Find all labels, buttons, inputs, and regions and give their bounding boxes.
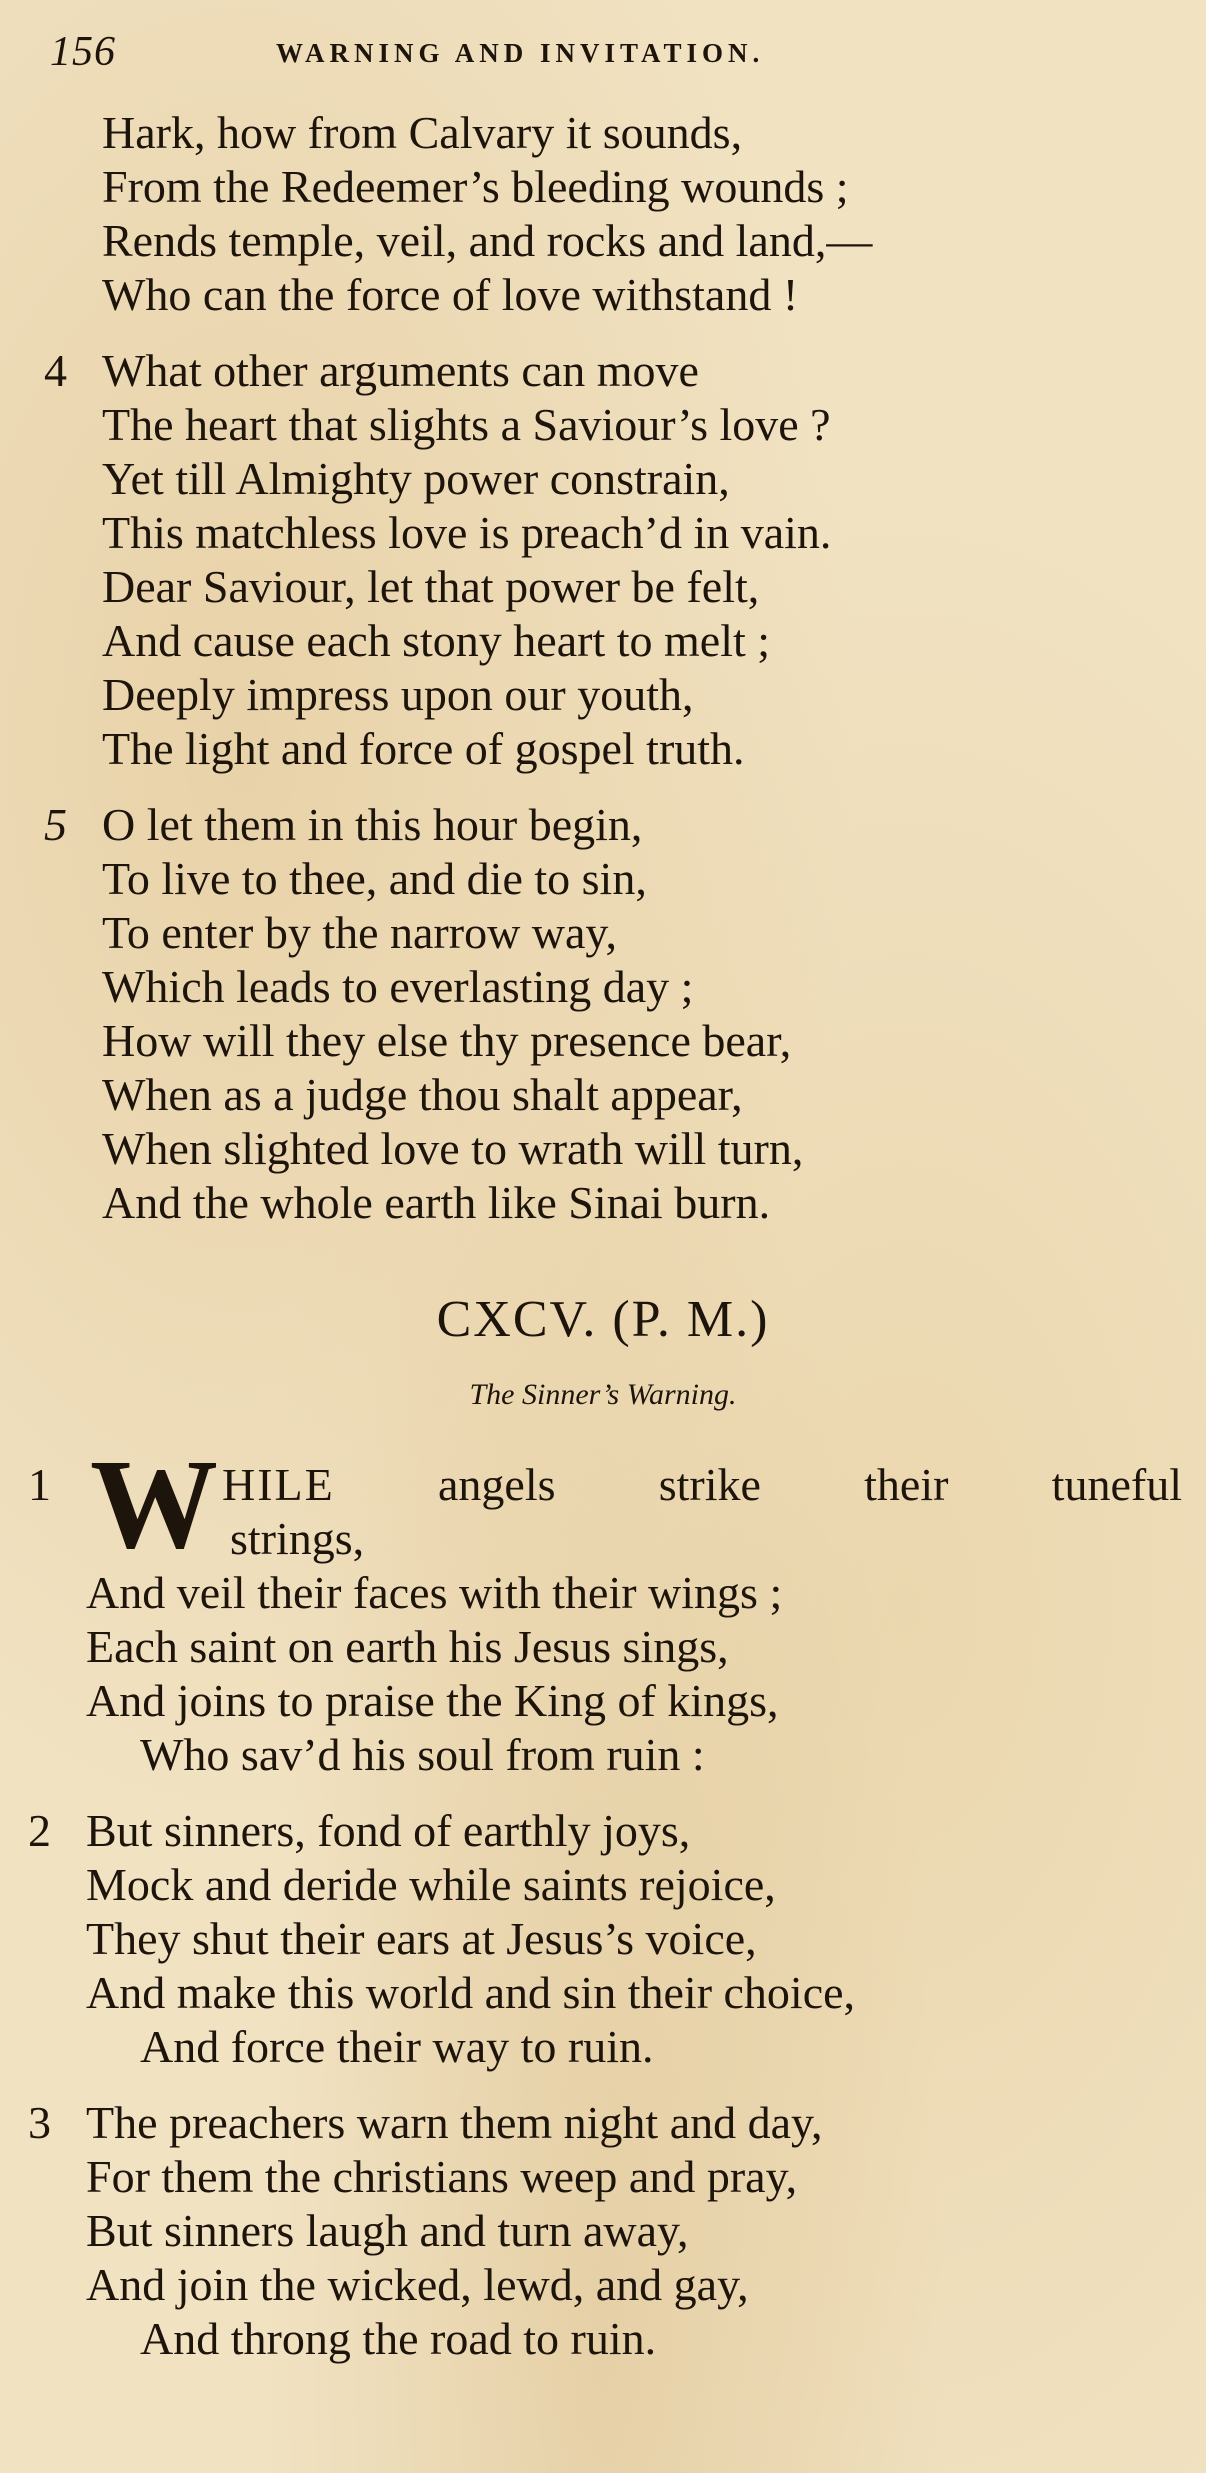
first-word-caps: HILE: [222, 1459, 335, 1510]
verse-line: Mock and deride while saints rejoice,: [86, 1859, 776, 1910]
verse-line: The preachers warn them night and day,: [86, 2097, 823, 2148]
verse-line: Each saint on earth his Jesus sings,: [86, 1621, 729, 1672]
verse-line: But sinners laugh and turn away,: [86, 2205, 689, 2256]
verse-line: And throng the road to ruin.: [140, 2313, 657, 2364]
verse-line: And force their way to ruin.: [140, 2021, 654, 2072]
verse-line: strings,: [230, 1513, 365, 1564]
drop-cap: W: [90, 1433, 218, 1575]
verse-line: O let them in this hour begin,: [102, 799, 643, 850]
verse-line: Who sav’d his soul from ruin :: [140, 1729, 705, 1780]
verse-line: And veil their faces with their wings ;: [86, 1567, 783, 1618]
verse-line: But sinners, fond of earthly joys,: [86, 1805, 691, 1856]
verse-line: Who can the force of love withstand !: [102, 269, 799, 320]
verse-line: And cause each stony heart to melt ;: [102, 615, 771, 666]
verse-line: Which leads to everlasting day ;: [102, 961, 694, 1012]
verse-line: When as a judge thou shalt appear,: [102, 1069, 743, 1120]
verse-line: Yet till Almighty power constrain,: [102, 453, 730, 504]
hymn-subtitle: The Sinner’s Warning.: [469, 1378, 737, 1411]
verse-line: Hark, how from Calvary it sounds,: [102, 107, 743, 158]
verse-line: And make this world and sin their choice,: [86, 1967, 856, 2018]
verse-line: This matchless love is preach’d in vain.: [102, 507, 832, 558]
verse-line: They shut their ears at Jesus’s voice,: [86, 1913, 757, 1964]
verse-line: The light and force of gospel truth.: [102, 723, 745, 774]
word: their: [864, 1459, 949, 1510]
verse-line: Dear Saviour, let that power be felt,: [102, 561, 760, 612]
verse-number: 3: [28, 2097, 51, 2148]
verse-line: Rends temple, veil, and rocks and land,—: [102, 215, 873, 266]
verse-line: And the whole earth like Sinai burn.: [102, 1177, 771, 1228]
page-header: [50, 28, 1150, 78]
word: strike: [658, 1459, 761, 1510]
verse-line: What other arguments can move: [102, 345, 699, 396]
verse-number: 5: [44, 799, 67, 850]
page-number: 156: [50, 29, 116, 75]
first-line-rest: [438, 1458, 1182, 1512]
verse-line: The heart that slights a Saviour’s love ?: [102, 399, 831, 450]
verse-number: 4: [44, 345, 67, 396]
verse-line: And joins to praise the King of kings,: [86, 1675, 779, 1726]
verse-line: For them the christians weep and pray,: [86, 2151, 798, 2202]
verse-line: How will they else thy presence bear,: [102, 1015, 792, 1066]
verse-line: And join the wicked, lewd, and gay,: [86, 2259, 749, 2310]
verse-line: From the Redeemer’s bleeding wounds ;: [102, 161, 849, 212]
word: tuneful: [1051, 1459, 1182, 1510]
word: angels: [438, 1459, 556, 1510]
verse-line: To live to thee, and die to sin,: [102, 853, 647, 904]
verse-number: 1: [28, 1459, 51, 1510]
verse-number: 2: [28, 1805, 51, 1856]
verse-line: Deeply impress upon our youth,: [102, 669, 694, 720]
hymn-number: CXCV. (P. M.): [436, 1291, 770, 1348]
verse-line: To enter by the narrow way,: [102, 907, 617, 958]
verse-line: When slighted love to wrath will turn,: [102, 1123, 804, 1174]
running-head: WARNING AND INVITATION.: [276, 38, 765, 68]
